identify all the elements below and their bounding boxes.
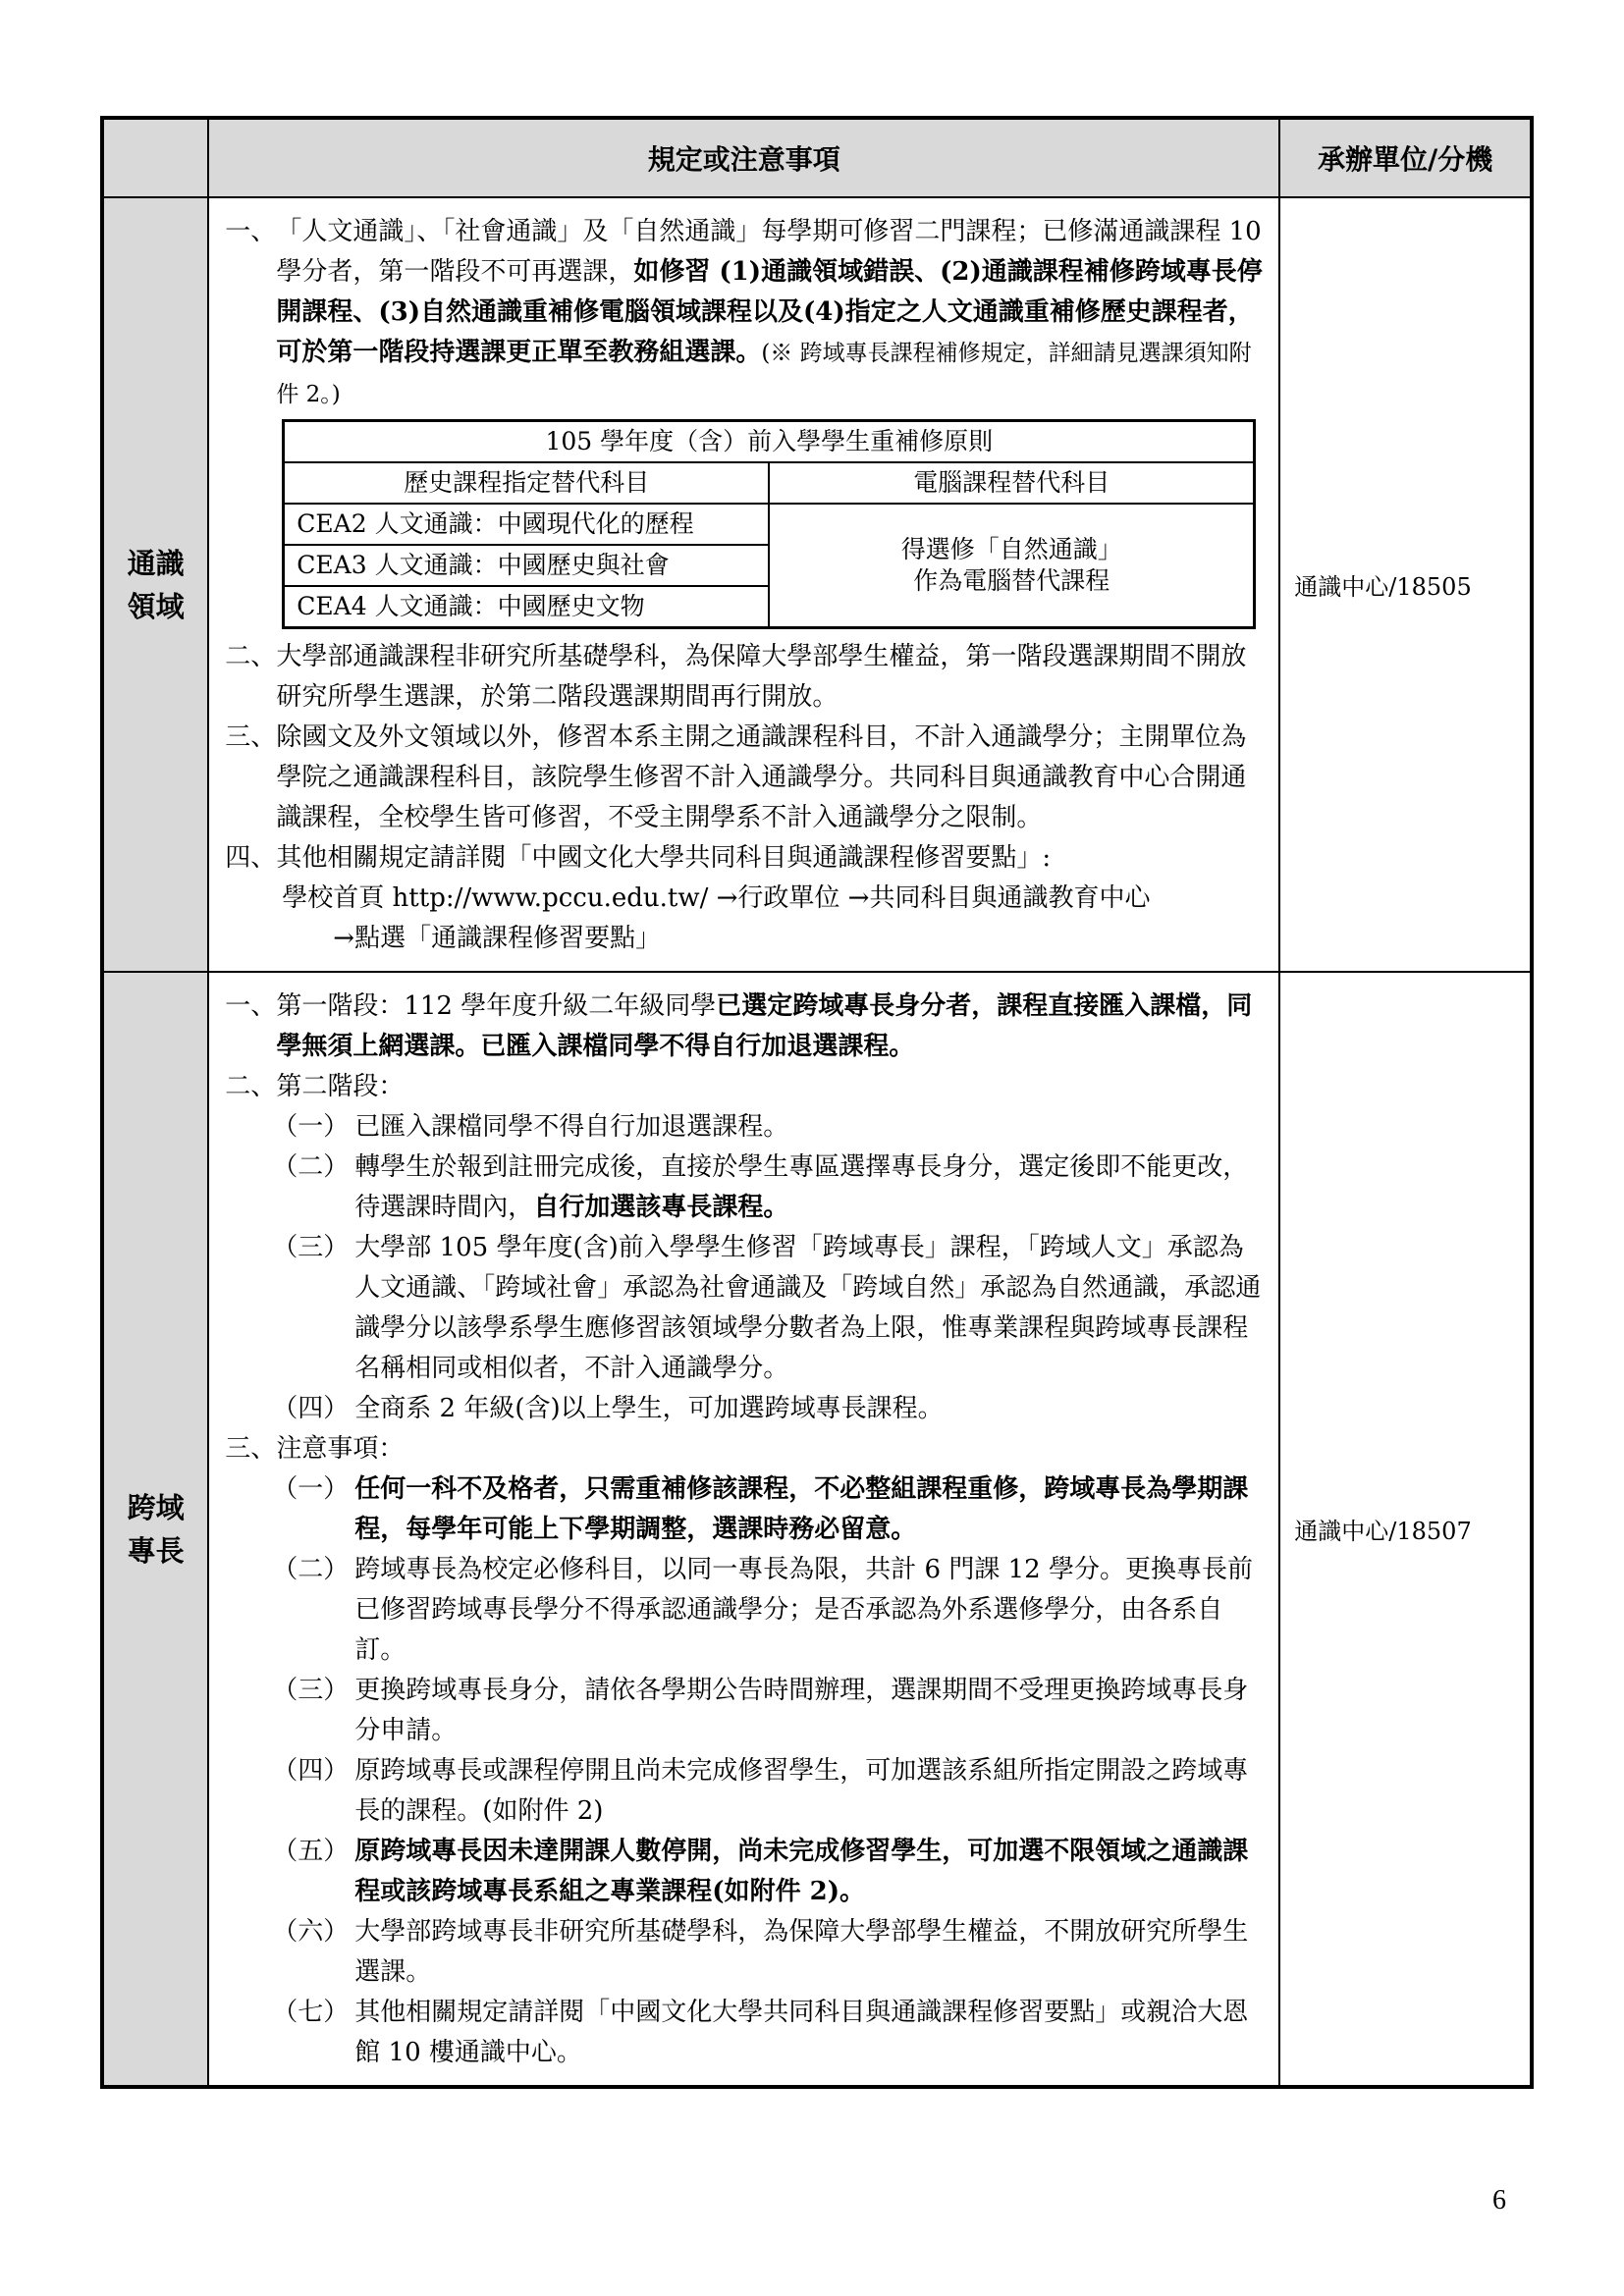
table-header-row <box>102 118 1532 197</box>
sub-rule-number: （二） <box>272 1555 350 1584</box>
rule-item <box>225 987 1263 1067</box>
computer-substitute-line: 得選修「自然通識」 <box>900 535 1122 563</box>
sub-rule-text <box>354 1107 1263 1148</box>
rules-table <box>100 116 1534 2089</box>
rule-item <box>225 838 1263 879</box>
sub-rule-text <box>354 1751 1263 1832</box>
sub-rule-number: （三） <box>272 1233 350 1262</box>
sub-rule-text-bold: 任何一科不及格者，只需重補修該課程，不必整組課程重修，跨域專長為學期課程，每學年可能上下學期調整，選課時務必留意。 <box>354 1474 1249 1544</box>
notes-list <box>225 1469 1263 2073</box>
computer-substitute-cell <box>769 504 1255 628</box>
rule-item <box>225 1429 1263 1469</box>
sub-rule-text <box>354 1832 1263 1912</box>
rule-note: (※ 跨域專長課程補修規定，詳細請見選課須知附件 2。) <box>276 341 1252 407</box>
rule-text-plain: 「人文通識」、「社會通識」及「自然通識」每學期可修習二門課程；已修滿通識課程 10 學分者，第一階段不可再選課， <box>276 217 1262 287</box>
sub-rule-number: （二） <box>272 1152 350 1182</box>
sub-rule-text <box>354 1389 1263 1429</box>
general-education-rules <box>208 197 1279 972</box>
stage2-list <box>225 1107 1263 1429</box>
sub-rule-text-plain: 原跨域專長或課程停開且尚未完成修習學生，可加選該系組所指定開設之跨域專長的課程。(如附件 2) <box>354 1756 1249 1826</box>
rule-text <box>276 987 1263 1067</box>
rule-text-plain: 第一階段：112 學年度升級二年級同學 <box>276 991 717 1021</box>
rule-item <box>225 718 1263 838</box>
sub-rule-number: （六） <box>272 1917 350 1947</box>
retake-table-wrapper <box>282 419 1263 629</box>
rule-item <box>225 1067 1263 1107</box>
cross-domain-row <box>102 972 1532 2087</box>
retake-col-computer: 電腦課程替代科目 <box>769 462 1255 504</box>
sub-rule-text-plain: 大學部跨域專長非研究所基礎學科，為保障大學部學生權益，不開放研究所學生選課。 <box>354 1917 1249 1987</box>
sub-rule-item <box>225 1832 1263 1912</box>
retake-col-history: 歷史課程指定替代科目 <box>284 462 770 504</box>
school-homepage-path-step: →點選「通識課程修習要點」 <box>333 924 662 953</box>
sub-rule-text <box>354 1148 1263 1228</box>
sub-rule-number: （四） <box>272 1756 350 1786</box>
sub-rule-item <box>225 1993 1263 2073</box>
rule-text <box>276 212 1263 415</box>
computer-substitute-line: 作為電腦替代課程 <box>913 566 1110 595</box>
rule-text: 其他相關規定請詳閱「中國文化大學共同科目與通識課程修習要點」: <box>276 843 1052 873</box>
sub-rule-text <box>354 1912 1263 1993</box>
sub-rule-item <box>225 1389 1263 1429</box>
rule-text: 注意事項： <box>276 1434 405 1464</box>
cross-domain-unit: 通識中心/18507 <box>1279 972 1532 2087</box>
sub-rule-number: （一） <box>272 1112 350 1142</box>
sub-rule-text-bold: 自行加選該專長課程。 <box>533 1193 789 1222</box>
sub-rule-text-plain: 轉學生於報到註冊完成後，直接於學生專區選擇專長身分，選定後即不能更改，待選課時間內， <box>354 1152 1249 1222</box>
header-rules-title: 規定或注意事項 <box>208 118 1279 197</box>
category-line: 通識 <box>127 546 185 580</box>
cross-domain-category <box>102 972 208 2087</box>
rule-number: 三、 <box>225 1434 277 1464</box>
sub-rule-item <box>225 1228 1263 1389</box>
page-number: 6 <box>1492 2185 1506 2216</box>
rule-number: 二、 <box>225 1072 277 1101</box>
rule-text: 第二階段： <box>276 1072 405 1101</box>
sub-rule-text-plain: 大學部 105 學年度(含)前入學學生修習「跨域專長」課程，「跨域人文」承認為人文通識、「跨域社會」承認為社會通識及「跨域自然」承認為自然通識，承認通識學分以該學系學生應修習該領域學分數者為上限，惟專業課程與跨域專長課程名稱相同或相似者，不計入通識學分。 <box>354 1233 1262 1383</box>
sub-rule-item <box>225 1912 1263 1993</box>
sub-rule-item <box>225 1550 1263 1671</box>
sub-rule-text-plain: 已匯入課檔同學不得自行加退選課程。 <box>354 1112 789 1142</box>
general-education-row <box>102 197 1532 972</box>
history-substitute-row: CEA3 人文通識：中國歷史與社會 <box>284 545 770 586</box>
school-homepage-path: 學校首頁 http://www.pccu.edu.tw/ →行政單位 →共同科目與通識教育中心 <box>282 883 1151 913</box>
category-line: 領域 <box>127 589 185 623</box>
sub-rule-item <box>225 1751 1263 1832</box>
sub-rule-number: （一） <box>272 1474 350 1504</box>
sub-rule-text <box>354 1993 1263 2073</box>
rule-text: 除國文及外文領域以外，修習本系主開之通識課程科目，不計入通識學分；主開單位為學院之通識課程科目，該院學生修習不計入通識學分。共同科目與通識教育中心合開通識課程，全校學生皆可修習，不受主開學系不計入通識學分之限制。 <box>276 722 1247 832</box>
sub-rule-text-plain: 跨域專長為校定必修科目，以同一專長為限，共計 6 門課 12 學分。更換專長前已修習跨域專長學分不得承認通識學分；是否承認為外系選修學分，由各系自訂。 <box>354 1555 1253 1665</box>
cross-domain-rules <box>208 972 1279 2087</box>
sub-rule-text <box>354 1550 1263 1671</box>
sub-rule-text <box>354 1228 1263 1389</box>
sub-rule-item <box>225 1107 1263 1148</box>
retake-table <box>282 419 1256 629</box>
category-line: 專長 <box>127 1533 185 1568</box>
rule-number: 一、 <box>225 991 277 1021</box>
sub-rule-item <box>225 1671 1263 1751</box>
history-substitute-row: CEA4 人文通識：中國歷史文物 <box>284 586 770 628</box>
header-category-blank <box>102 118 208 197</box>
sub-rule-number: （五） <box>272 1837 350 1866</box>
history-substitute-row: CEA2 人文通識：中國現代化的歷程 <box>284 504 770 545</box>
sub-rule-item <box>225 1148 1263 1228</box>
rule-item <box>225 212 1263 415</box>
general-education-unit: 通識中心/18505 <box>1279 197 1532 972</box>
rule-text-bold: 如修習 (1)通識領域錯誤、(2)通識課程補修跨域專長停開課程、(3)自然通識重補修電腦領域課程以及(4)指定之人文通識重補修歷史課程者，可於第一階段持選課更正單至教務組選課。 <box>276 257 1263 367</box>
rule-text: 大學部通識課程非研究所基礎學科，為保障大學部學生權益，第一階段選課期間不開放研究所學生選課，於第二階段選課期間再行開放。 <box>276 642 1247 712</box>
category-line: 跨域 <box>127 1490 185 1524</box>
rule-number: 一、 <box>225 217 277 246</box>
header-unit-title: 承辦單位/分機 <box>1279 118 1532 197</box>
rule-number: 二、 <box>225 642 277 671</box>
sub-rule-number: （四） <box>272 1394 350 1423</box>
rule-number: 三、 <box>225 722 277 752</box>
sub-rule-number: （七） <box>272 1998 350 2027</box>
general-education-category <box>102 197 208 972</box>
rule-number: 四、 <box>225 843 277 873</box>
rule-text-bold: 已選定跨域專長身分者，課程直接匯入課檔，同學無須上網選課。已匯入課檔同學不得自行加退選課程。 <box>276 991 1253 1061</box>
sub-rule-text <box>354 1469 1263 1550</box>
retake-table-title: 105 學年度（含）前入學學生重補修原則 <box>284 421 1255 463</box>
sub-rule-text <box>354 1671 1263 1751</box>
sub-rule-text-plain: 其他相關規定請詳閱「中國文化大學共同科目與通識課程修習要點」或親洽大恩館 10 樓通識中心。 <box>354 1998 1249 2067</box>
sub-rule-number: （三） <box>272 1676 350 1705</box>
sub-rule-item <box>225 1469 1263 1550</box>
sub-rule-text-plain: 更換跨域專長身分，請依各學期公告時間辦理，選課期間不受理更換跨域專長身分申請。 <box>354 1676 1249 1745</box>
sub-rule-text-plain: 全商系 2 年級(含)以上學生，可加選跨域專長課程。 <box>354 1394 944 1423</box>
sub-rule-text-bold: 原跨域專長因未達開課人數停開，尚未完成修習學生，可加選不限領域之通識課程或該跨域專長系組之專業課程(如附件 2)。 <box>354 1837 1249 1906</box>
rule-item <box>225 637 1263 718</box>
